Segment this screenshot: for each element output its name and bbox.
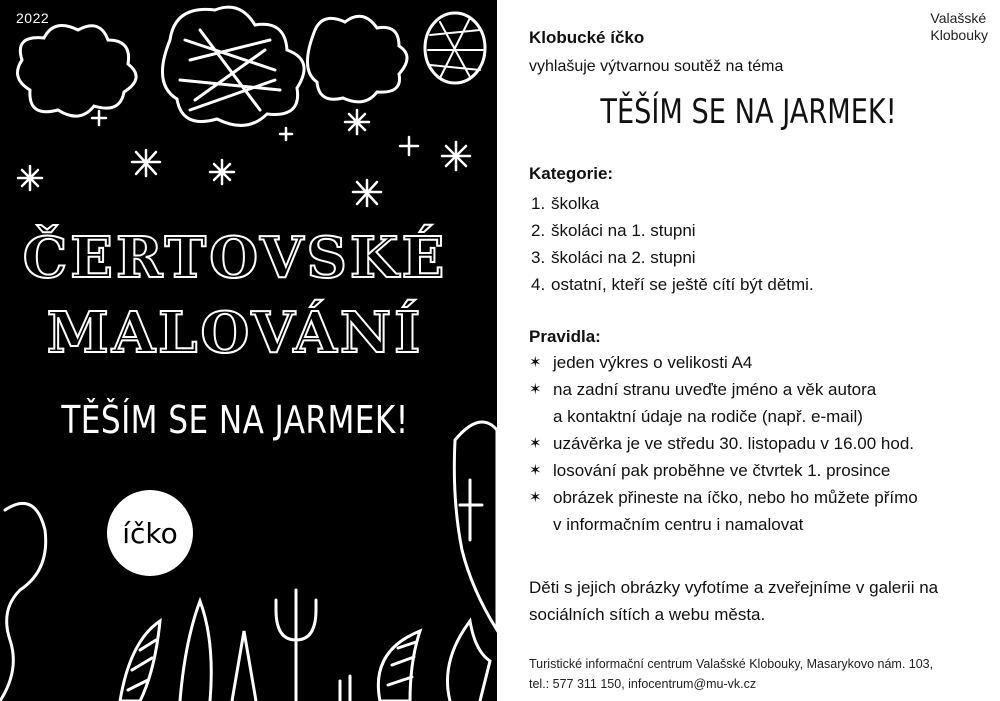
shield-doodle (454, 422, 497, 630)
contact-footer (529, 654, 933, 694)
list-item: 1. školka (531, 194, 600, 213)
rules-list (529, 349, 918, 538)
city-brand-logo (930, 10, 988, 44)
tail-doodle (0, 503, 46, 701)
star-doodle (400, 137, 418, 155)
announcement-text: vyhlašuje výtvarnou soutěž na téma (529, 58, 784, 75)
asterisk-bullet-icon: ✶ (529, 462, 542, 479)
icko-logo-text: íčko (122, 516, 178, 550)
cloud-doodle (18, 26, 137, 117)
poster-title-line2: MALOVÁNÍ (46, 300, 424, 366)
list-item: ✶ jeden výkres o velikosti A4 (529, 349, 918, 376)
list-item: ✶ uzávěrka je ve středu 30. listopadu v 16.00 hod. (529, 430, 918, 457)
asterisk-bullet-icon: ✶ (529, 489, 542, 506)
cloud-doodle (307, 16, 407, 102)
moon-scribble-doodle (428, 18, 483, 78)
asterisk-bullet-icon: ✶ (529, 381, 542, 398)
info-panel (497, 0, 1000, 701)
poster-panel (0, 0, 497, 701)
star-doodle (345, 110, 369, 134)
footer-contact: tel.: 577 311 150, infocentrum@mu-vk.cz (529, 677, 757, 691)
poster-year: 2022 (16, 10, 50, 26)
horn-doodle (378, 631, 420, 701)
star-doodle (132, 150, 160, 176)
rules-heading: Pravidla: (529, 327, 601, 346)
star-doodle (353, 180, 381, 206)
list-item: ✶ na zadní stranu uveďte jméno a věk autora a kontaktní údaje na rodiče (např. e-mail) (529, 376, 918, 430)
asterisk-bullet-icon: ✶ (529, 435, 542, 452)
star-doodle (210, 160, 234, 184)
horn-doodle (180, 601, 211, 701)
theme-slogan: TĚŠÍM SE NA JARMEK! (600, 92, 897, 132)
list-item: 4. ostatní, kteří se ještě cítí být dětmi. (531, 275, 814, 294)
list-item: ✶ losování pak proběhne ve čtvrtek 1. prosince (529, 457, 918, 484)
flag-doodle (340, 676, 350, 701)
footer-address: Turistické informační centrum Valašské Klobouky, Masarykovo nám. 103, (529, 657, 934, 671)
brand-line1: Valašské (930, 10, 987, 26)
asterisk-bullet-icon: ✶ (529, 354, 542, 371)
spike-doodle (232, 631, 256, 701)
flame-doodle (448, 621, 491, 701)
brand-line2: Klobouky (930, 27, 988, 43)
list-item: 2. školáci na 1. stupni (531, 221, 696, 240)
list-item: 3. školáci na 2. stupni (531, 248, 696, 267)
horn-doodle (120, 621, 160, 701)
trident-doodle (276, 590, 316, 701)
star-doodle (92, 111, 106, 125)
categories-list (531, 190, 814, 298)
list-item: ✶ obrázek přineste na íčko, nebo ho můžete přímo v informačním centru i namalovat (529, 484, 918, 538)
organizer-name: Klobucké íčko (529, 28, 645, 47)
closing-text: Děti s jejich obrázky vyfotíme a zveřejníme v galerii na sociálních sítích a webu města. (529, 578, 939, 624)
cloud-scribble-doodle (162, 7, 304, 125)
poster-slogan: TĚŠÍM SE NA JARMEK! (61, 398, 409, 442)
poster-title-line1: ČERTOVSKÉ (22, 225, 448, 291)
star-doodle (442, 142, 470, 170)
star-doodle (18, 166, 42, 190)
icko-logo (107, 490, 193, 576)
star-doodle (280, 128, 292, 140)
categories-heading: Kategorie: (529, 164, 614, 183)
